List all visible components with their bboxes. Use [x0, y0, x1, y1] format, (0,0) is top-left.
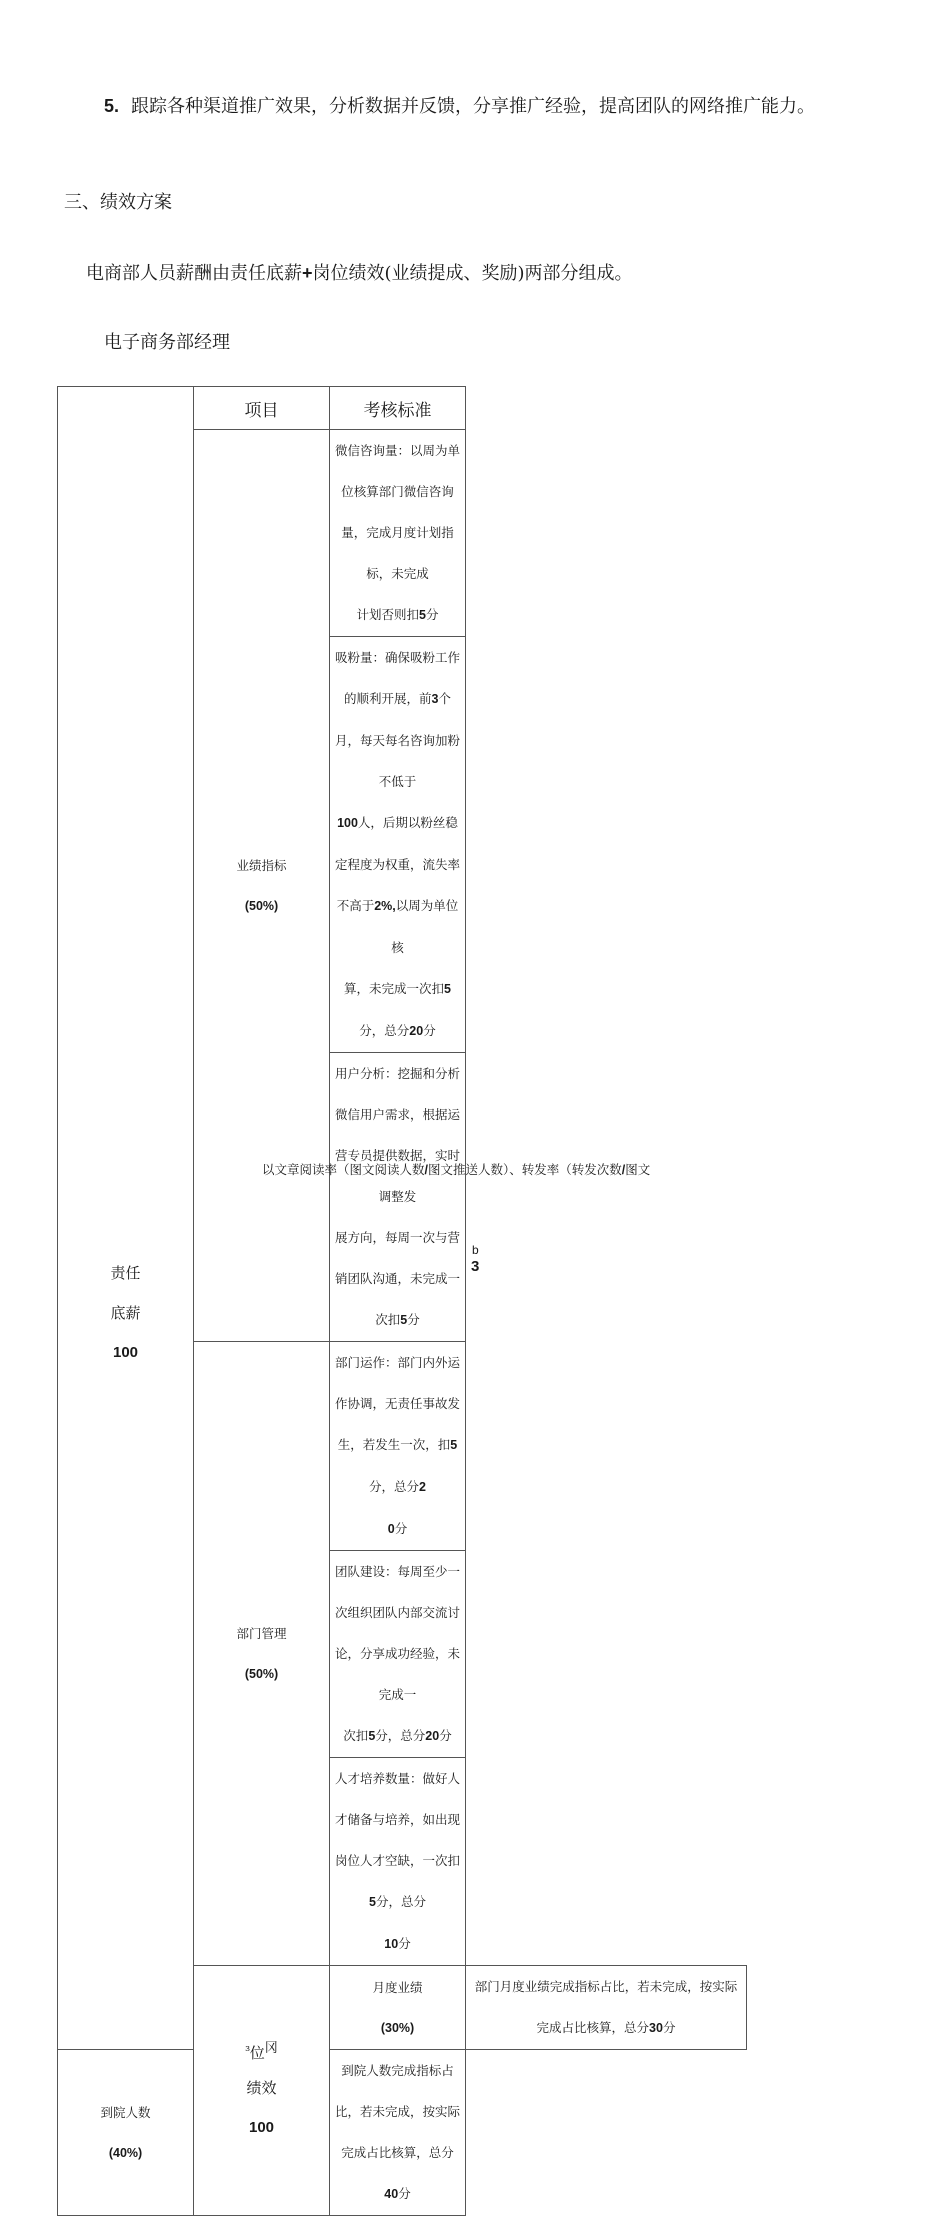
- perf-criterion-1: [330, 430, 466, 637]
- text-part: 算，未完成一次扣: [344, 981, 445, 996]
- text-num: 40: [384, 2187, 399, 2201]
- text-line: [335, 1217, 460, 1341]
- text-part: 展方向，每周一次与营销团队沟通，未完成一次扣: [335, 1230, 461, 1327]
- text-part: 以文章阅读率（图文阅读人数: [262, 1162, 425, 1177]
- text-line: [335, 594, 460, 636]
- text-line: [335, 1508, 460, 1550]
- list-item-5: [104, 92, 815, 118]
- group-position-performance: [194, 1966, 330, 2216]
- text-part: 分: [425, 607, 439, 622]
- perf-criterion-3: [330, 1053, 466, 1342]
- header-row: [58, 387, 747, 430]
- intro-plus: +: [302, 263, 313, 283]
- text-num: 5: [368, 1729, 376, 1743]
- text-part: 分，总分: [359, 1023, 410, 1038]
- text-part: 人才培养数量：做好人才储备与培养，如出现岗位人才空缺，一次扣: [335, 1771, 461, 1868]
- monthly-pct: (30%): [380, 2020, 415, 2035]
- text-line: [335, 1715, 460, 1757]
- text-num: 30: [649, 2021, 663, 2035]
- visit-name: 到院人数: [100, 2104, 151, 2120]
- monthly-criterion: [466, 1966, 747, 2050]
- text-part: 分，总分: [375, 1728, 426, 1743]
- group-base-score: 100: [112, 1344, 139, 1361]
- header-item: 项目: [194, 387, 330, 430]
- text-num: 5: [444, 982, 451, 996]
- text-part: 计划否则扣: [356, 607, 420, 622]
- text-part: 部门月度业绩完成指标占比，若未完成，按实际完成占比核算，总分: [474, 1979, 738, 2035]
- text-num: 10: [384, 1937, 399, 1951]
- monthly-category: [330, 1966, 466, 2050]
- text-num: 20: [425, 1729, 440, 1743]
- text-slash: /: [424, 1163, 428, 1177]
- glyph-sup: 冈: [264, 2040, 278, 2056]
- text-num: 20: [409, 1024, 424, 1038]
- text-num: 5: [369, 1895, 376, 1909]
- text-part: 分: [423, 1023, 436, 1038]
- section-heading: 三、绩效方案: [64, 192, 172, 213]
- dept-criterion-1: [330, 1342, 466, 1551]
- text-part: 个月，每天每名咨询加粉不低于: [335, 691, 461, 789]
- text-num: 5: [419, 608, 426, 622]
- monthly-name: 月度业绩: [372, 1979, 423, 1995]
- text-num: 2: [419, 1480, 426, 1494]
- text-part: 分: [398, 2186, 411, 2201]
- text-num: 5: [450, 1438, 458, 1452]
- text-num: 3: [431, 692, 439, 706]
- perf-criterion-2: [330, 637, 466, 1053]
- item-number: 5.: [104, 96, 120, 116]
- text-part: 部门运作：部门内外运作协调，无责任事故发生，若发生一次，扣: [335, 1355, 461, 1452]
- text-num: 0: [387, 1522, 395, 1536]
- footnote-text: [262, 1160, 650, 1178]
- text-part: 分: [398, 1936, 411, 1951]
- text-part: 到院人数完成指标占比，若未完成，按实际完成占比核算，总分: [335, 2063, 461, 2160]
- text-part: 分，总分: [369, 1479, 420, 1494]
- group-perf-score: 100: [248, 2118, 275, 2136]
- page-mark: b: [472, 1243, 479, 1257]
- text-part: 分: [407, 1312, 420, 1327]
- text-part: 分: [394, 1521, 408, 1536]
- group-base-line1: 责任: [110, 1264, 141, 1282]
- text-line: 微信咨询量：以周为单位核算部门微信咨询量，完成月度计划指标，未完成: [335, 443, 461, 581]
- page-number: 3: [471, 1258, 480, 1275]
- text-part: 人，后期以粉丝稳定程度为权重，流失率不高于: [335, 815, 461, 913]
- text-line: [335, 802, 460, 968]
- subheading-manager: 电子商务部经理: [104, 332, 230, 353]
- group-base-line2: 底薪: [110, 1304, 141, 1322]
- performance-table: [57, 386, 747, 2216]
- dept-name: 部门管理: [236, 1625, 287, 1641]
- visit-category: [58, 2050, 194, 2216]
- perf-category: [194, 430, 330, 1342]
- text-num: 2%,: [374, 899, 396, 913]
- item-text: 跟踪各种渠道推广效果，分析数据并反馈，分享推广经验，提高团队的网络推广能力。: [131, 96, 816, 117]
- text-part: 以周为单位核: [391, 898, 459, 955]
- intro-paragraph: [86, 259, 633, 285]
- text-part: 吸粉量：确保吸粉工作的顺利开展，前: [335, 650, 461, 706]
- visit-pct: (40%): [108, 2145, 143, 2160]
- intro-post: 岗位绩效(业绩提成、奖励)两部分组成。: [312, 263, 633, 284]
- text-line: [335, 1923, 460, 1965]
- glyph-small: ɜ: [245, 2043, 250, 2054]
- text-line: 团队建设：每周至少一次组织团队内部交流讨论，分享成功经验，未完成一: [335, 1564, 461, 1702]
- visit-criterion: [330, 2050, 466, 2216]
- dept-pct: (50%): [244, 1666, 279, 1681]
- perf-name: 业绩指标: [236, 857, 287, 873]
- text-line: [335, 1342, 460, 1508]
- text-line: [335, 1758, 460, 1923]
- glyph-main: 位: [249, 2043, 265, 2062]
- text-line: 用户分析：挖掘和分析微信用户需求，根据运营专员提供数据，实时调整发: [335, 1066, 461, 1204]
- text-part: 分: [662, 2020, 676, 2035]
- text-part: 图文推送人数）、转发率（转发次数: [428, 1162, 622, 1177]
- text-line: [335, 968, 460, 1052]
- group-base-salary: [58, 387, 194, 2050]
- perf-pct: (50%): [244, 898, 279, 913]
- text-part: 分: [439, 1728, 452, 1743]
- group-perf-line2: 绩效: [246, 2078, 277, 2097]
- text-slash: /: [621, 1163, 626, 1177]
- header-standard: 考核标准: [330, 387, 466, 430]
- table-row: [58, 2050, 747, 2216]
- dept-criterion-2: [330, 1551, 466, 1758]
- text-num: 5: [400, 1313, 408, 1327]
- dept-category: [194, 1342, 330, 1966]
- text-part: 分，总分: [375, 1894, 426, 1909]
- text-line: [335, 637, 460, 802]
- dept-criterion-3: [330, 1758, 466, 1966]
- intro-pre: 电商部人员薪酬由责任底薪: [86, 263, 302, 284]
- text-part: 图文: [625, 1162, 651, 1177]
- text-part: 次扣: [343, 1728, 369, 1743]
- group-perf-line1: [194, 2034, 329, 2068]
- text-num: 100: [337, 816, 358, 830]
